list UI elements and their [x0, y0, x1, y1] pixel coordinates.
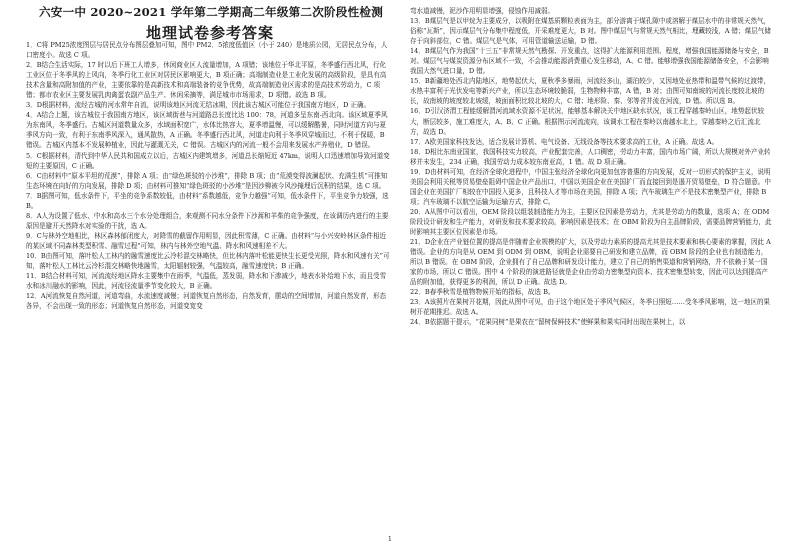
answer-explanation: 企业在产业链位置的提高是伴随着企业规模的扩大，以及劳动力素质的提高尤其是技术要素和核心要素的掌握，因此 A 错误。企业的方向是从 OEM 到 ODM 到 OBM，说明企业需要自己研发和建立品牌，而 OBM 阶段的企业也有制造能力，所以 B 错误。在 OBM 阶段，企业拥有了自己品牌和研发设计能力，建立了自己的销售渠道和营销网络，并不依赖于某一国家的市场，所以 C 错误。图中 4 个阶段的演进路径就是企业由劳动力密集型向资本、技术密集型转变，因此可以达到提高产品的附加值，获得更多的利润，所以 D 正确。故选 D。 — [410, 238, 771, 287]
answer-explanation: 由材料可知，在经济全球化进程中，中国主张经济全球化向更加包容普惠的方向发展，反对一切形式的保护主义，说明美国会利用关税等贸易壁垒阻碍中国企业产品出口，中国以美国企业在美国扩厂而直接回到是遏开贸易壁垒，D 符合题意。中国企业在美国扩厂相较在中国投入更多，且科技人才等市场在美国，排除 A 项；汽车玻璃生产不是技术密集型产业，排除 B 项；汽车玻璃不以航空运输为运输方式，排除 C。 — [410, 167, 771, 206]
answer-explanation: 该照片在果树开花期，因此从图中可见，由于这个地区处于季风气候区，冬季日照短……受冬季风影响，这一地区的果树开花期推迟。故选 A。 — [410, 298, 771, 317]
answer-explanation: 人为设置了低水、中水和高水三个水分处理组合，来观测不同水分条件下沙蒿和羊柴的竞争强度，在该调历内进行的主要原因是避开天然降水对实验的干扰，选 A。 — [26, 211, 389, 230]
answer-explanation: 从图中可以看出，OEM 阶段以组装制造能力为主，主要区位因素是劳动力，尤其是劳动力的数量，选项 A；在 ODM 阶段设计研发和生产能力，对研发和技术要求较高，影响因素是技术；在 OBM 阶段为自主品牌阶段，需要品牌营销能力，此时影响其主要区位因素是市场。 — [410, 207, 772, 237]
answer-item — [26, 100, 392, 110]
answer-number: 2．B — [26, 61, 42, 70]
answer-item — [410, 6, 772, 16]
answer-item — [26, 110, 392, 150]
answer-number: 3．D — [26, 101, 42, 110]
answer-item — [410, 237, 772, 287]
answer-number: 13．B — [410, 17, 430, 26]
answer-item — [26, 191, 392, 211]
answer-explanation: 根据材料，清代到中华人民共和国成立以后，古城区内建筑增多，河道总长缩短近 47km，说明人口迅速增加导致河道变短的主要原因，C 正确。 — [26, 151, 390, 170]
answer-number: 15．B — [410, 77, 430, 86]
answer-item — [26, 231, 392, 251]
answer-explanation: 新疆地处西北内陆地区，地势起伏大，夏秋季多暴雨，河流经多山，湖泊较少，又因地处亚热带和温带气候的过渡带，水热丰富利于光伏发电等新兴产业，所以生态环境较脆弱，生物物种丰富，A 错，B 对；由图可知南坡的河流长度较北坡的长，故南坡的坡度较北坡缓，坡面面积比较北坡的大，C 错；地形险、秦、邻等省并流在河流，D 错。所以选 B。 — [410, 77, 771, 106]
answer-explanation: 相比东南亚国家，我国科技实力较高，产业配套完善，人口稠密，劳动力丰富，国内市场广阔，所以大规模对外产业转移并未发生，234 正确，我国劳动力成本较东南亚高，1 错。故 D 项正确。 — [410, 147, 771, 166]
answer-item — [410, 147, 772, 167]
answer-number: 18．D — [410, 147, 431, 156]
answer-explanation: 引汉济渭工程能缓解渭河流域水资源不足状况，能够基本解决关中地区缺水状况，该工程穿越秦岭山区，地势起伏较大，断层较多，施工难度大，A、B、C 正确。根据图示河流流向，该调水工程在秦岭以南越水北上，穿越秦岭之后汇流北方，故选 D。 — [410, 107, 765, 136]
answer-number: 17．A — [410, 137, 430, 146]
answer-item — [26, 151, 392, 171]
answer-number: 8．A — [26, 211, 42, 220]
right-column — [410, 6, 772, 550]
answer-item — [410, 16, 772, 46]
answer-number: 23．A — [410, 298, 430, 307]
answer-explanation: 根据材料，流经古城的河水常年自流，说明该地区河流无结冰期，因此该古城区可能位于我国南方地区，D 正确。 — [41, 101, 371, 110]
left-column — [26, 40, 392, 550]
answer-item — [410, 317, 772, 327]
answer-number: 20．A — [410, 207, 430, 216]
answer-number: 24．B — [410, 318, 430, 327]
answer-number: 14．B — [410, 47, 430, 56]
answer-item — [410, 137, 772, 147]
answer-item — [410, 46, 772, 76]
answer-explanation: 欧美国家科技发达，适合发展计算机、电气设备、无线设备等技术要求高的工业，A 正确。故选 A。 — [429, 137, 719, 146]
answer-item — [26, 60, 392, 100]
answer-number: 21．D — [410, 238, 431, 247]
answer-number: 22．B — [410, 288, 430, 297]
answer-explanation: 弯水道减慢，泥沙作用明显增强，侵蚀作用减弱。 — [410, 7, 555, 15]
answer-item — [26, 291, 392, 311]
answer-explanation: 结合上题，该古城位于我国南方地区，该区域街巷与河道路总长度比达 100：78，河道多呈东南-西北向。该区域夏季风为东南风，冬季盛行。古城区河道数量众多，水域面积宽广，水体比热容大，夏季增温慢，可以缓解酷暑，同时河道方向与夏季风方向一致，有利于东南季风深入，通风散热，A 正确。冬季盛行西北风，河道走向利于冬季风穿城而过，不利于保暖，B 错误。古城区内基本不发展种植业，因此与灌溉无关，C 错误。古城区内的河流一般不会用来发展水产养殖业，D 错误。 — [26, 111, 388, 150]
answer-explanation: 河流恢复自然河道，河道弯曲，水流速度减慢；河道恢复自然形态，自然发育，摆动的空间增加，河道自然发育，形态各异，不会出现一致的形态；河道恢复自然形态，河道变宽变 — [26, 292, 387, 311]
answer-number: 5．C — [26, 151, 42, 160]
exam-title: 六安一中 2020~2021 学年第二学期高二年级第二次阶段性检测 — [39, 5, 383, 19]
answer-item — [410, 287, 772, 297]
answer-number: 10．B — [26, 251, 46, 260]
answer-number: 4．A — [26, 111, 42, 120]
answer-explanation: 春季秋雪是植物物候开始的指标，故选 B。 — [429, 288, 555, 297]
answer-explanation: 煤层气是以甲烷为主要成分，以吸附在煤基质颗粒表面为主，部分游离于煤孔隙中或溶解于煤层水中的非常规天然气，俗称“瓦斯”，因示煤层气分布集中程度低，开采难度更大，B 对。图中煤层气与常规天然气相比，埋藏较浅，A 错；煤层气储存于向斜部位，C 错。煤层气是气体，可用管道输送运输，D 错。 — [410, 17, 771, 46]
answer-number: 16．D — [410, 107, 431, 116]
answer-item — [26, 271, 392, 291]
answer-explanation: 由材料中“原本平坦的荒漠”，排除 A 项；由“绿色斑驳的小沙堆”，排除 B 项；由“荒漠变得波澜起伏、充满生机”可推知生态环境在向好的方向发展，排除 D 项；由材料可推知“绿色斑驳的小沙堆”是因沙柳被今风沙掩埋后沉积的结果，选 C 项。 — [26, 171, 388, 190]
answer-item — [410, 207, 772, 237]
answer-explanation: 将 PM25浓度图层与居民点分布图层叠加可知，图中 PM2．5浓度低值区（小于 240）是地质公园，无居民点分布，人口密度小。故选 C 项。 — [26, 41, 388, 60]
page-number: 1 — [388, 536, 392, 543]
answer-number: 6．C — [26, 171, 42, 180]
answer-item — [26, 171, 392, 191]
answer-explanation: 结合生活实际，17 时以后下班工人增多，休闲商业区人流量增加，A 项错；该地位于华北平原，冬季盛行西北风，行化工业区位于冬季风的上风向，冬季行化工业区对居民区影响更大，B 项正确；高端制造业是工业化发展的高级阶段，是具有高技术含量和高附加值的产业，主要依靠的是高新技术和高端装备的竞争优势，故高端制造业区需求的是高技术劳动力，C 项错；都市农业区主要发展乳肉禽蛋农副产品生产、休闲采摘等，满足城市市场需求，D 项错。故选 B 项。 — [26, 61, 387, 100]
answer-explanation: 与林外空地相比，林区森林郁闭度大，对降雪的截留作用明显，因此积雪薄，C 正确。由材料“与小兴安岭林区条件相近的某区域不同森林类型积雪、融雪过程”可知，林内与林外空地气温、降水和风速相差不大。 — [26, 231, 387, 250]
answer-item — [410, 76, 772, 106]
answer-number: 9．C — [26, 231, 42, 240]
answer-item — [26, 40, 392, 60]
answer-item — [410, 106, 772, 136]
answer-explanation: 煤层气作为我国“十三五”非常规天然气勘探、开发重点，这得扩大能源利用范围、程度，增强我国能源储备与安全，B 对。煤层气与煤炭资源分布区域不一致，不会推动能源消费重心发生移动，A、C 错。能够增强我国能源储备安全，不会影响我国大然气进口量，D 错。 — [410, 47, 769, 76]
answer-number: 1．C — [26, 41, 42, 49]
answer-number: 19．D — [410, 167, 431, 176]
answer-explanation: 由图可知，落叶松人工林内的融雪速度比云冷杉混交林略快，但比林内落叶松能更快生长更受光照，降水和风速有关”可知，落叶松人工林比云冷杉混交林略快地融雪，太阳辐射较强，气温较高，融雪速度快；B 正确。 — [26, 251, 390, 271]
answer-number: 12．A — [26, 292, 46, 301]
answer-item — [410, 167, 772, 207]
answer-explanation: 据图可知，低水条件下，平坐的竞争系数较低，由材料“系数越低，竞争力越强”可知，低水条件下，平坐竞争力较强，选 B。 — [26, 191, 389, 210]
answer-key-title: 地理试卷参考答案 — [145, 24, 274, 42]
answer-item — [26, 251, 392, 271]
answer-item — [410, 297, 772, 317]
answer-number: 11．B — [26, 272, 46, 281]
answer-number: 7．B — [26, 191, 42, 200]
answer-explanation: 依据题干提示，“花果同树”是果农在“留树保鲜技术”使鲜果和果实同时出现在果树上，以 — [429, 318, 686, 327]
answer-item — [26, 211, 392, 231]
answer-explanation: 结合材料可知，河流流经地区降水主要集中在雨季，气温低，蒸发弱，降水和下渗减少，地表水补给地下水，而且受雪水和冰川融水的影响，因此，河流径流量季节变化较大，B 正确。 — [26, 272, 387, 291]
